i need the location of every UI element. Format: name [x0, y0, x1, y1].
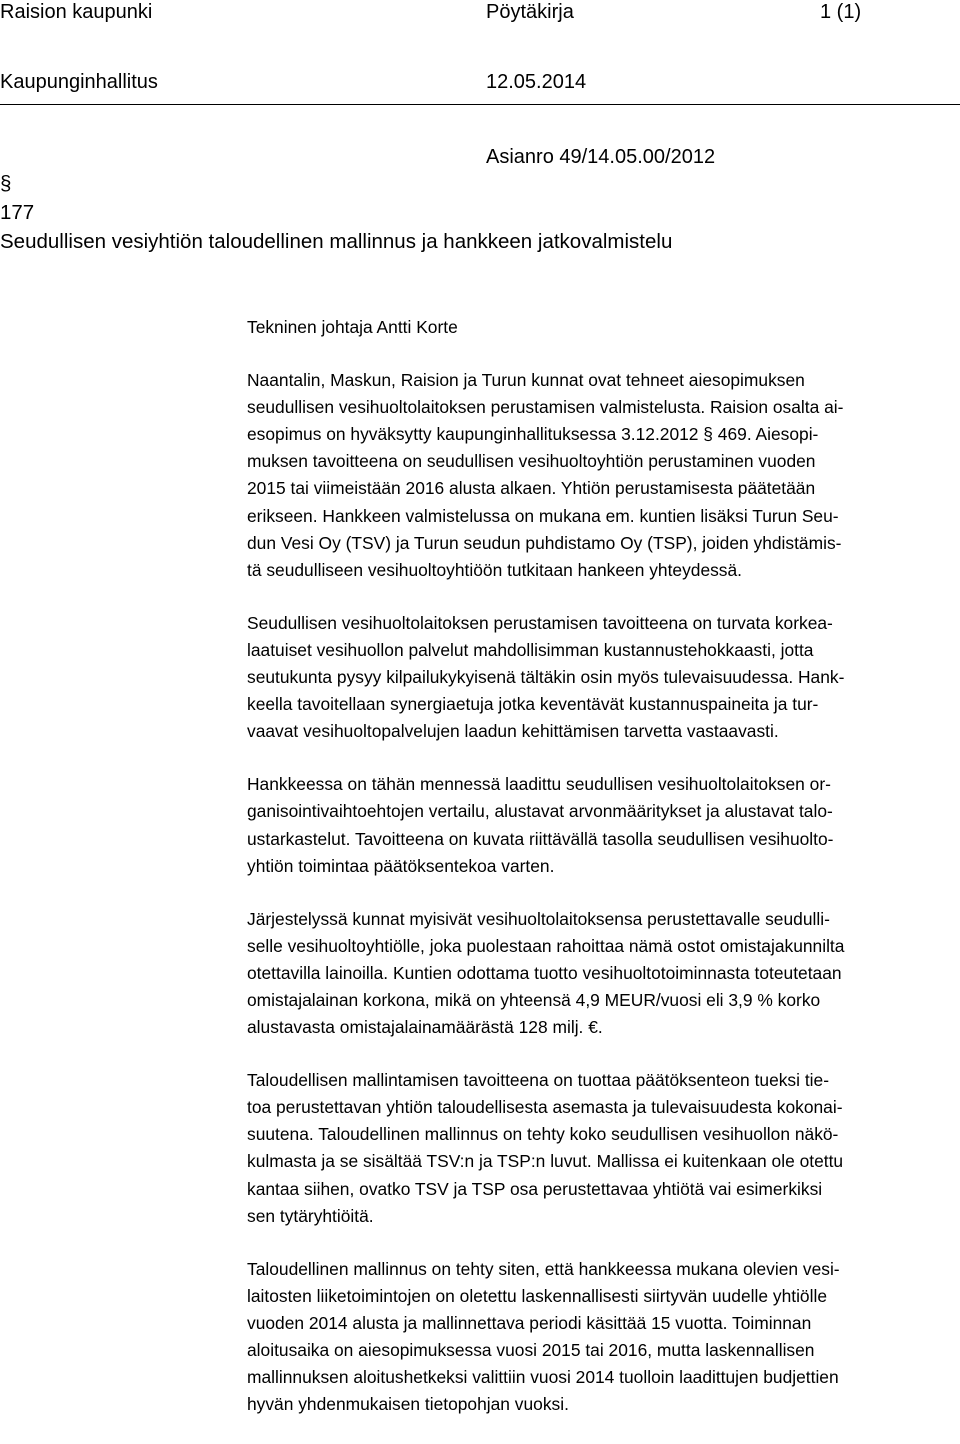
- body-paragraph: [247, 1067, 955, 1230]
- paragraph-line: Naantalin, Maskun, Raision ja Turun kunnat ovat tehneet aiesopimuksen: [247, 370, 805, 391]
- section-title: Seudullisen vesiyhtiön taloudellinen mallinnus ja hankkeen jatkovalmistelu: [0, 230, 673, 253]
- paragraph-line: Hankkeessa on tähän mennessä laadittu seudullisen vesihuoltolaitoksen or-: [247, 774, 831, 795]
- paragraph-line: ganisointivaihtoehtojen vertailu, alustavat arvonmääritykset ja alustavat talo-: [247, 801, 833, 822]
- paragraph-line: otettavilla lainoilla. Kuntien odottama tuotto vesihuoltotoiminnasta toteutetaan: [247, 962, 842, 983]
- paragraph-line: seutukunta pysyy kilpailukykyisenä tältäkin osin myös tulevaisuudessa. Hank-: [247, 667, 845, 688]
- paragraph-line: toa perustettavan yhtiön taloudellisesta asemasta ja tulevaisuudesta kokonai-: [247, 1097, 843, 1118]
- paragraph-line: Järjestelyssä kunnat myisivät vesihuoltolaitoksensa perustettavalle seudulli-: [247, 908, 830, 929]
- header-page-number: 1 (1): [820, 1, 862, 23]
- paragraph-line: vuoden 2014 alusta ja mallinnettava periodi käsittää 15 vuotta. Toiminnan: [247, 1312, 812, 1333]
- paragraph-line: omistajalainan korkona, mikä on yhteensä 4,9 MEUR/vuosi eli 3,9 % korko: [247, 989, 821, 1010]
- paragraph-line: alustavasta omistajalainamäärästä 128 milj. €.: [247, 1017, 603, 1038]
- paragraph-line: tä seudulliseen vesihuoltoyhtiöön tutkitaan hankeen yhteydessä.: [247, 559, 743, 580]
- body-paragraph: [247, 610, 955, 745]
- section-number: 177: [0, 201, 35, 224]
- paragraph-line: ustarkastelut. Tavoitteena on kuvata riittävällä tasolla seudullisen vesihuolto-: [247, 828, 834, 849]
- paragraph-line: 2015 tai viimeistään 2016 alusta alkaen. Yhtiön perustamisesta päätetään: [247, 478, 816, 499]
- paragraph-line: yhtiön toimintaa päätöksentekoa varten.: [247, 855, 555, 876]
- paragraph-line: laatuiset vesihuollon palvelut mahdollisimman kustannustehokkaasti, jotta: [247, 639, 814, 660]
- paragraph-line: erikseen. Hankkeen valmistelussa on mukana em. kuntien lisäksi Turun Seu-: [247, 505, 839, 526]
- paragraph-line: suutena. Taloudellinen mallinnus on tehty koko seudullisen vesihuollon näkö-: [247, 1124, 839, 1145]
- paragraph-line: Seudullisen vesihuoltolaitoksen perustamisen tavoitteena on turvata korkea-: [247, 612, 833, 633]
- presenter: Tekninen johtaja Antti Korte: [247, 317, 458, 337]
- paragraph-line: kulmasta ja se sisältää TSV:n ja TSP:n luvut. Mallissa ei kuitenkaan ole otettu: [247, 1151, 844, 1172]
- paragraph-line: selle vesihuoltoyhtiölle, joka puolestaan rahoittaa nämä ostot omistajakunnilta: [247, 935, 845, 956]
- body-paragraph: [247, 367, 955, 584]
- paragraph-line: kantaa siihen, ovatko TSV ja TSP osa perustettavaa yhtiötä vai esimerkiksi: [247, 1178, 823, 1199]
- header-divider: [0, 104, 960, 105]
- section-number-line: [0, 169, 672, 227]
- header-meeting-date: 12.05.2014: [486, 71, 587, 93]
- section-heading: [0, 169, 672, 256]
- document-body: [247, 314, 955, 1444]
- header-body-name: Kaupunginhallitus: [0, 71, 158, 93]
- body-paragraph: [247, 1256, 955, 1419]
- paragraph-line: aloitusaika on aiesopimuksessa vuosi 2015 tai 2016, mutta laskennallisen: [247, 1340, 815, 1360]
- header-document-type: Pöytäkirja: [486, 1, 574, 23]
- paragraph-line: Taloudellisen mallintamisen tavoitteena on tuottaa päätöksenteon tueksi tie-: [247, 1070, 829, 1091]
- paragraph-line: seudullisen vesihuoltolaitoksen perustamisen valmistelusta. Raision osalta ai-: [247, 397, 844, 418]
- paragraph-line: keella tavoitellaan synergiaetuja jotka keventävät kustannuspaineita ja tur-: [247, 694, 819, 715]
- section-symbol: §: [0, 172, 12, 195]
- paragraph-line: esopimus on hyväksytty kaupunginhallituksessa 3.12.2012 § 469. Aiesopi-: [247, 424, 819, 445]
- paragraph-line: laitosten liiketoimintojen on oletettu laskennallisesti siirtyvän uudelle yhtiölle: [247, 1285, 828, 1306]
- paragraphs: [247, 367, 955, 1418]
- paragraph-line: Taloudellinen mallinnus on tehty siten, että hankkeessa mukana olevien vesi-: [247, 1258, 840, 1279]
- body-paragraph: [247, 771, 955, 879]
- paragraph-line: hyvän yhdenmukaisen tietopohjan vuoksi.: [247, 1394, 569, 1415]
- body-paragraph: [247, 906, 955, 1041]
- paragraph-line: sen tytäryhtiöitä.: [247, 1205, 374, 1226]
- header-city: Raision kaupunki: [0, 1, 153, 23]
- paragraph-line: muksen tavoitteena on seudullisen vesihuoltoyhtiön perustaminen vuoden: [247, 451, 816, 472]
- paragraph-line: dun Vesi Oy (TSV) ja Turun seudun puhdistamo Oy (TSP), joiden yhdistämis-: [247, 532, 842, 553]
- paragraph-line: vaavat vesihuoltopalvelujen laadun kehittämisen tarvetta vastaavasti.: [247, 721, 779, 742]
- case-number: Asianro 49/14.05.00/2012: [486, 146, 716, 168]
- paragraph-line: mallinnuksen aloitushetkeksi valittiin vuosi 2014 tuolloin laadittujen budjettien: [247, 1367, 839, 1388]
